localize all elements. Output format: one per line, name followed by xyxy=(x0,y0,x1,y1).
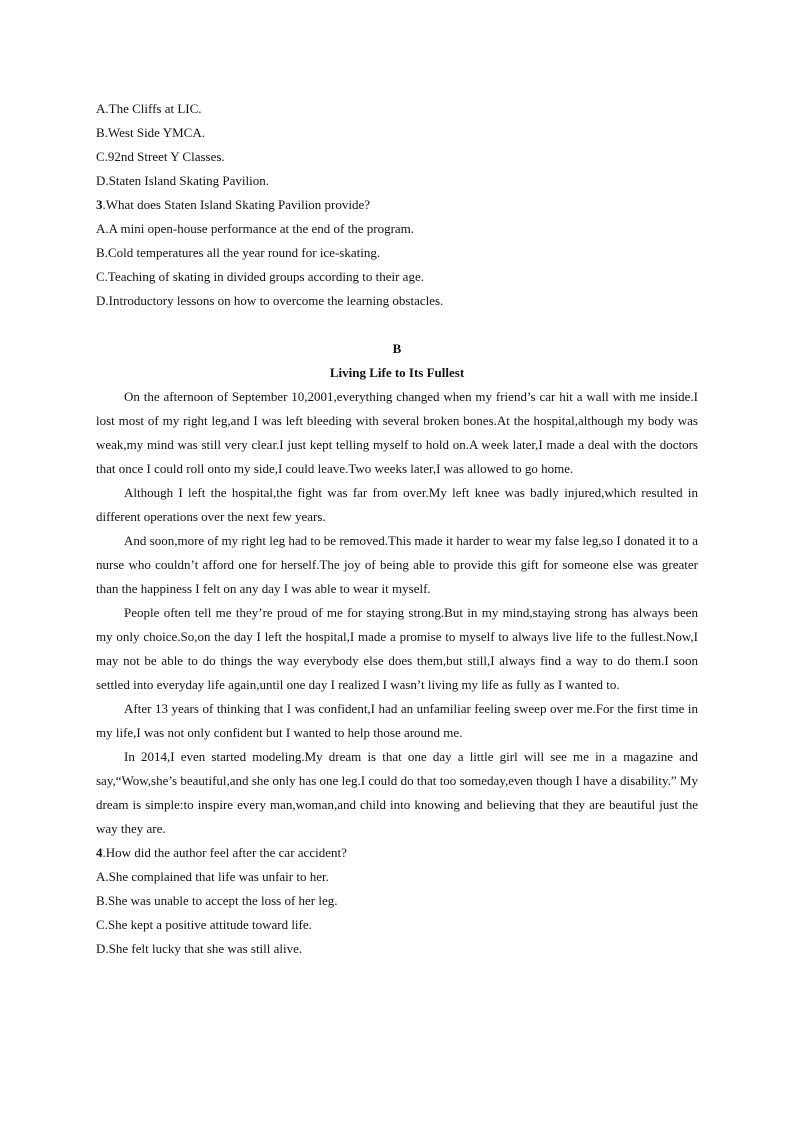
question-3-stem xyxy=(96,193,698,217)
option-c: C.Teaching of skating in divided groups according to their age. xyxy=(96,269,424,284)
document-content xyxy=(96,97,698,961)
option-b: B.Cold temperatures all the year round for ice-skating. xyxy=(96,245,381,260)
paragraph: After 13 years of thinking that I was confident,I had an unfamiliar feeling sweep over me.For the first time in my life,I was not only confident but I wanted to help those around me. xyxy=(96,701,698,740)
paragraph: On the afternoon of September 10,2001,everything changed when my friend’s car hit a wall with me inside.I lost most of my right leg,and I was left bleeding with several broken bones.At the hospital,although my body was weak,my mind was still very clear.I just kept telling myself to hold on.A week later,I made a deal with the doctors that once I could roll onto my side,I could leave.Two weeks later,I was allowed to go home. xyxy=(96,389,698,476)
passage-body xyxy=(96,385,698,841)
option-a: A.A mini open-house performance at the end of the program. xyxy=(96,221,415,236)
option-c: C.She kept a positive attitude toward life. xyxy=(96,917,312,932)
passage-title: Living Life to Its Fullest xyxy=(329,365,465,380)
option-c: C.92nd Street Y Classes. xyxy=(96,149,225,164)
question-number: 4 xyxy=(96,845,103,860)
section-letter: B xyxy=(392,341,402,356)
option-a: A.She complained that life was unfair to her. xyxy=(96,869,329,884)
question-text: .How did the author feel after the car accident? xyxy=(102,845,347,860)
question-2-options xyxy=(96,97,698,193)
option-a: A.The Cliffs at LIC. xyxy=(96,101,202,116)
option-b: B.West Side YMCA. xyxy=(96,125,205,140)
paragraph: And soon,more of my right leg had to be removed.This made it harder to wear my false leg,so I donated it to a nurse who couldn’t afford one for herself.The joy of being able to provide this gift for someone else was greater than the happiness I felt on any day I was able to wear it myself. xyxy=(96,533,698,596)
option-d: D.Introductory lessons on how to overcome the learning obstacles. xyxy=(96,293,444,308)
question-3 xyxy=(96,193,698,313)
paragraph: In 2014,I even started modeling.My dream is that one day a little girl will see me in a magazine and say,“Wow,she’s beautiful,and she only has one leg.I could do that too someday,even though I have a disability.” My dream is simple:to inspire every man,woman,and child into knowing and believing that they are beautiful just the way they are. xyxy=(96,749,698,836)
option-d: D.Staten Island Skating Pavilion. xyxy=(96,173,269,188)
option-b: B.She was unable to accept the loss of her leg. xyxy=(96,893,338,908)
option-d: D.She felt lucky that she was still alive. xyxy=(96,941,303,956)
paragraph: Although I left the hospital,the fight was far from over.My left knee was badly injured,which resulted in different operations over the next few years. xyxy=(96,485,698,524)
question-4-stem xyxy=(96,841,698,865)
question-4 xyxy=(96,841,698,961)
paragraph: People often tell me they’re proud of me for staying strong.But in my mind,staying strong has always been my only choice.So,on the day I left the hospital,I made a promise to myself to always live life to the fullest.Now,I may not be able to do things the way everybody else does them,but still,I always find a way to do them.I soon settled into everyday life again,until one day I realized I wasn’t living my life as fully as I wanted to. xyxy=(96,605,698,692)
question-number: 3 xyxy=(96,197,103,212)
question-text: .What does Staten Island Skating Pavilion provide? xyxy=(102,197,371,212)
